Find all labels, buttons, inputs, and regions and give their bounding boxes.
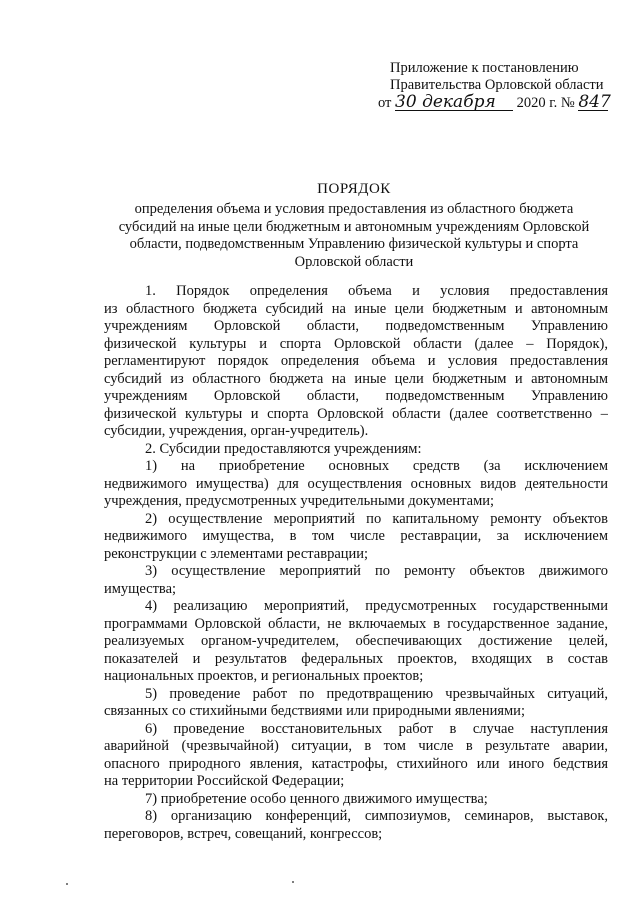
body-line: связанных со стихийными бедствиями или природными явлениями; — [104, 703, 525, 719]
handwritten-number: 847 — [578, 92, 611, 112]
appendix-line-1: Приложение к постановлению — [390, 60, 579, 76]
body-line: показателей и результатов федеральных проектов, входящих в состав — [104, 650, 608, 667]
body-line: физической культуры и спорта Орловской области (далее – Порядок), — [104, 335, 608, 352]
body-line: субсидий из областного бюджета на иные цели бюджетным и автономным — [104, 370, 608, 387]
date-year: 2020 г. № — [516, 95, 575, 111]
appendix-header — [378, 60, 628, 112]
body-line: опасного природного явления, катастрофы, стихийного или иного бедствия — [104, 755, 608, 772]
body-line: субсидии, учреждения, орган-учредитель). — [104, 423, 369, 439]
body-line: учреждениям Орловской области, подведомственным Управлению — [104, 388, 608, 404]
date-prefix: от — [378, 95, 392, 111]
body-line: физической культуры и спорта Орловской области (далее соответственно – — [104, 405, 608, 422]
body-line: 1. Порядок определения объема и условия предоставления — [145, 283, 608, 299]
body-line: реконструкции с элементами реставрации; — [104, 545, 369, 562]
body-line: реализуемых органом-учредителем, обеспечивающих достижение целей, — [104, 633, 608, 649]
appendix-line-2: Правительства Орловской области — [390, 77, 604, 93]
body-line: 8) организацию конференций, симпозиумов, семинаров, выставок, — [145, 808, 608, 824]
subtitle-line: субсидий на иные цели бюджетным и автономным учреждениям Орловской — [118, 218, 590, 235]
body-line: программами Орловской области, не включаемых в государственное задание, — [104, 615, 608, 632]
body-line: 7) приобретение особо ценного движимого имущества; — [145, 790, 488, 807]
body-line: 4) реализацию мероприятий, предусмотренных государственными — [145, 598, 608, 614]
document-title-block — [100, 180, 608, 271]
body-line: 2. Субсидии предоставляются учреждениям: — [145, 440, 422, 457]
handwritten-date: 30 декабря — [395, 95, 513, 111]
document-title: ПОРЯДОК — [317, 181, 391, 197]
subtitle-line: Орловской области — [294, 253, 414, 270]
subtitle-line: области, подведомственным Управлению физической культуры и спорта — [129, 236, 579, 252]
scan-artifacts — [0, 880, 640, 888]
body-line: 1) на приобретение основных средств (за исключением — [145, 458, 608, 474]
body-line: национальных проектов, и региональных проектов; — [104, 668, 424, 684]
body-line: имущества; — [104, 580, 177, 597]
scan-dot — [292, 881, 294, 883]
body-line: учреждениям Орловской области, подведомственным Управлению — [104, 318, 608, 334]
body-line: учреждения, предусмотренных учредительными документами; — [104, 493, 495, 509]
appendix-date-line — [378, 92, 628, 112]
body-line: переговоров, встреч, совещаний, конгрессов; — [104, 825, 383, 842]
subtitle-line: определения объема и условия предоставления из областного бюджета — [134, 201, 574, 217]
body-line: регламентируют порядок определения объема и условия предоставления — [104, 353, 608, 369]
body-line: 5) проведение работ по предотвращению чрезвычайных ситуаций, — [145, 685, 608, 702]
body-line: аварийной (чрезвычайной) ситуации, в том числе в результате аварии, — [104, 738, 608, 754]
body-line: на территории Российской Федерации; — [104, 773, 345, 789]
scan-dot — [66, 883, 68, 885]
body-line: недвижимого имущества, в том числе реставрации, за исключением — [104, 528, 608, 544]
document-body — [104, 283, 608, 843]
body-line: 3) осуществление мероприятий по ремонту объектов движимого — [145, 563, 608, 579]
body-line: из областного бюджета субсидий на иные цели бюджетным и автономным — [104, 300, 608, 317]
body-line: 2) осуществление мероприятий по капитальному ремонту объектов — [145, 510, 608, 527]
body-line: 6) проведение восстановительных работ в случае наступления — [145, 720, 608, 737]
body-line: недвижимого имущества) для осуществления основных видов деятельности — [104, 475, 608, 492]
